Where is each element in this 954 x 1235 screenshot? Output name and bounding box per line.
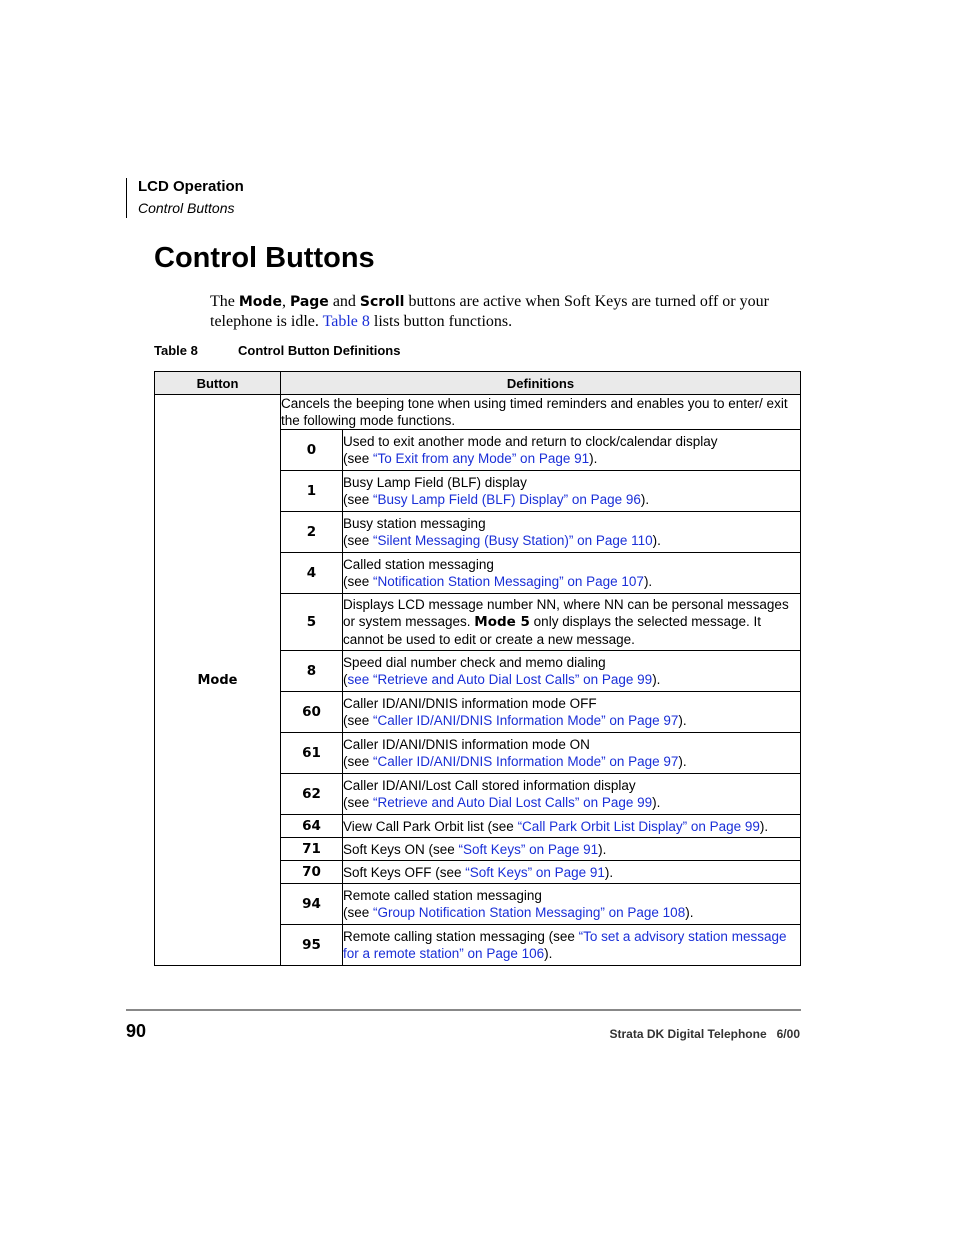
definition-text: Displays LCD message number NN, where NN can be personal messages or system messages. bbox=[343, 597, 789, 629]
definition-text: ). bbox=[544, 946, 553, 961]
mode-definition-cell bbox=[343, 774, 801, 815]
mode-code-cell: 95 bbox=[281, 925, 343, 966]
cross-reference-link[interactable]: “Silent Messaging (Busy Station)” on Page 110 bbox=[373, 533, 653, 548]
mode-code-cell: 94 bbox=[281, 884, 343, 925]
footer-doc-title: Strata DK Digital Telephone 6/00 bbox=[609, 1027, 800, 1041]
mode-definition-cell bbox=[343, 594, 801, 651]
mode-code-cell: 8 bbox=[281, 651, 343, 692]
mode-code-cell: 70 bbox=[281, 861, 343, 884]
column-header-button: Button bbox=[155, 372, 281, 395]
mode-definition-cell bbox=[343, 692, 801, 733]
cross-reference-link[interactable]: “Notification Station Messaging” on Page 107 bbox=[373, 574, 644, 589]
definition-text: View Call Park Orbit list (see bbox=[343, 818, 518, 834]
definition-keyword: Mode 5 bbox=[474, 614, 530, 630]
definition-text: Soft Keys OFF (see bbox=[343, 864, 466, 880]
mode-code-cell: 5 bbox=[281, 594, 343, 651]
mode-code-cell: 71 bbox=[281, 838, 343, 861]
definition-text: only displays the selected message. It cannot be used to edit or create a new message. bbox=[343, 614, 762, 647]
definition-text: Busy Lamp Field (BLF) display bbox=[343, 475, 527, 490]
definition-text: ). bbox=[640, 492, 650, 507]
definition-text: ). bbox=[643, 574, 653, 589]
cross-reference-link[interactable]: “Soft Keys” on Page 91 bbox=[465, 864, 605, 880]
definition-text: ( bbox=[343, 672, 348, 687]
table-header-row bbox=[155, 372, 801, 395]
mode-definition-cell bbox=[343, 651, 801, 692]
table-label: Table 8 bbox=[154, 343, 198, 358]
mode-code-cell: 60 bbox=[281, 692, 343, 733]
definition-text: Caller ID/ANI/DNIS information mode OFF bbox=[343, 696, 597, 711]
mode-definition-cell bbox=[343, 471, 801, 512]
definition-text: ). bbox=[589, 451, 598, 466]
page-keyword: Page bbox=[289, 294, 329, 310]
scroll-keyword: Scroll bbox=[359, 294, 405, 310]
definition-text: (see bbox=[343, 451, 374, 466]
definition-text: ). bbox=[759, 818, 769, 834]
cross-reference-link[interactable]: “Busy Lamp Field (BLF) Display” on Page 96 bbox=[373, 492, 641, 507]
table-caption bbox=[154, 343, 401, 358]
definition-text: ). bbox=[652, 533, 661, 548]
page-number: 90 bbox=[126, 1021, 147, 1041]
definition-text: Caller ID/ANI/Lost Call stored information display bbox=[343, 778, 636, 793]
cross-reference-link[interactable]: “Soft Keys” on Page 91 bbox=[458, 841, 599, 857]
table-body bbox=[155, 395, 801, 966]
mode-definition-cell bbox=[343, 925, 801, 966]
definition-text: Remote calling station messaging (see bbox=[343, 929, 579, 944]
mode-definition-cell bbox=[343, 884, 801, 925]
mode-code-cell: 64 bbox=[281, 815, 343, 838]
definition-text: ). bbox=[678, 713, 687, 728]
table-row-intro bbox=[155, 395, 801, 430]
definition-text: ). bbox=[685, 905, 694, 920]
cross-reference-link[interactable]: “To Exit from any Mode” on Page 91 bbox=[373, 451, 590, 466]
definition-text: ). bbox=[652, 672, 661, 687]
definition-text: ). bbox=[598, 841, 607, 857]
mode-code-cell: 62 bbox=[281, 774, 343, 815]
cross-reference-link[interactable]: see “Retrieve and Auto Dial Lost Calls” on Page 99 bbox=[347, 672, 653, 687]
definition-text: (see bbox=[343, 574, 374, 589]
intro-paragraph: The Mode, Page and Scroll buttons are active when Soft Keys are turned off or your telephone is idle. Table 8 lists button functions. bbox=[210, 293, 769, 330]
footer-rule bbox=[126, 1009, 801, 1011]
control-button-definitions-table bbox=[154, 371, 801, 966]
definition-text: Busy station messaging bbox=[343, 516, 486, 531]
cross-reference-link[interactable]: “Caller ID/ANI/DNIS Information Mode” on Page 97 bbox=[373, 713, 679, 728]
column-header-definitions: Definitions bbox=[281, 372, 801, 395]
cross-reference-link[interactable]: “Caller ID/ANI/DNIS Information Mode” on Page 97 bbox=[373, 754, 679, 769]
definition-text: (see bbox=[343, 533, 374, 548]
definition-text: Soft Keys ON (see bbox=[343, 841, 459, 857]
mode-description-cell: Cancels the beeping tone when using timed reminders and enables you to enter/ exit the following mode functions. bbox=[281, 395, 801, 430]
definition-text: Remote called station messaging bbox=[343, 888, 542, 903]
page-title: Control Buttons bbox=[154, 242, 375, 274]
mode-code-cell: 0 bbox=[281, 430, 343, 471]
definition-text: (see bbox=[343, 795, 374, 810]
definition-text: (see bbox=[343, 905, 374, 920]
mode-code-cell: 2 bbox=[281, 512, 343, 553]
running-header-section: LCD Operation bbox=[138, 178, 244, 195]
mode-code-cell: 4 bbox=[281, 553, 343, 594]
definition-text: (see bbox=[343, 713, 374, 728]
definition-text: ). bbox=[604, 864, 614, 880]
mode-definition-cell bbox=[343, 861, 801, 884]
definition-text: (see bbox=[343, 754, 374, 769]
mode-definition-cell bbox=[343, 815, 801, 838]
definition-text: Used to exit another mode and return to clock/calendar display bbox=[343, 434, 718, 449]
running-header-subsection: Control Buttons bbox=[138, 200, 235, 216]
definition-text: ). bbox=[652, 795, 661, 810]
definition-text: (see bbox=[343, 492, 374, 507]
mode-code-cell: 1 bbox=[281, 471, 343, 512]
definition-text: Caller ID/ANI/DNIS information mode ON bbox=[343, 737, 590, 752]
button-name-cell: Mode bbox=[155, 395, 281, 966]
table-caption-title: Control Button Definitions bbox=[238, 343, 401, 358]
mode-definition-cell bbox=[343, 733, 801, 774]
mode-definition-cell bbox=[343, 430, 801, 471]
cross-reference-link[interactable]: “Retrieve and Auto Dial Lost Calls” on Page 99 bbox=[373, 795, 653, 810]
mode-code-cell: 61 bbox=[281, 733, 343, 774]
table-8-link[interactable]: Table 8 bbox=[322, 313, 370, 330]
mode-definition-cell bbox=[343, 838, 801, 861]
definition-text: ). bbox=[678, 754, 687, 769]
definition-text: Speed dial number check and memo dialing bbox=[343, 655, 606, 670]
cross-reference-link[interactable]: “To set a advisory station message for a remote station” on Page 106 bbox=[343, 929, 787, 961]
header-rule bbox=[126, 178, 127, 218]
definition-text: Called station messaging bbox=[343, 557, 494, 572]
cross-reference-link[interactable]: “Call Park Orbit List Display” on Page 99 bbox=[517, 818, 760, 834]
mode-definition-cell bbox=[343, 553, 801, 594]
mode-definition-cell bbox=[343, 512, 801, 553]
cross-reference-link[interactable]: “Group Notification Station Messaging” on Page 108 bbox=[373, 905, 686, 920]
mode-keyword: Mode bbox=[238, 294, 282, 310]
